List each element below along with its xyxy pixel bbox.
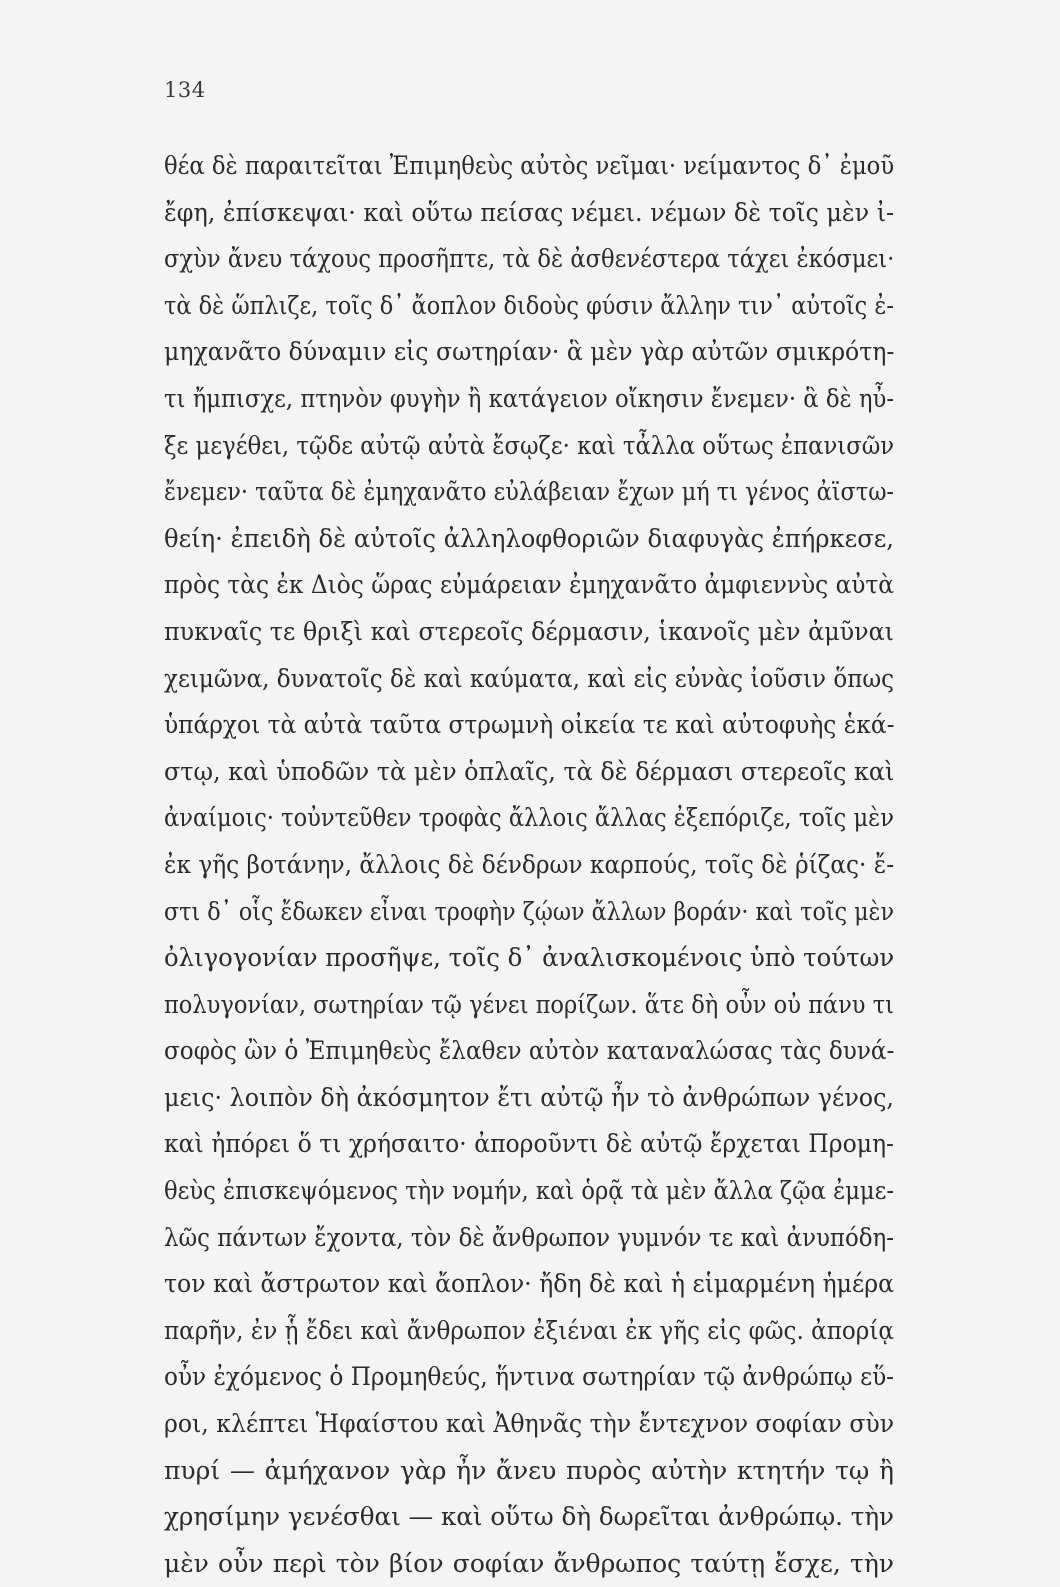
text-line: θέα δὲ παραιτεῖται Ἐπιμηθεὺς αὐτὸς νεῖμαι· νείμαντος δ᾽ ἐμοῦ — [164, 151, 895, 180]
text-line: χρησίμην γενέσθαι — καὶ οὕτω δὴ δωρεῖται ἀνθρώπῳ. τὴν — [164, 1502, 894, 1532]
text-line: ἀναίμοις· τοὐντεῦθεν τροφὰς ἄλλοις ἄλλας ἐξεπόριζε, τοῖς μὲν — [164, 803, 894, 833]
text-line: ροι, κλέπτει Ἡφαίστου καὶ Ἀθηνᾶς τὴν ἔντεχνον σοφίαν σὺν — [164, 1409, 895, 1439]
text-line: ἔφη, ἐπίσκεψαι· καὶ οὕτω πείσας νέμει. νέμων δὲ τοῖς μὲν ἰ- — [164, 197, 895, 227]
text-line: καὶ ἠπόρει ὅ τι χρήσαιτο· ἀποροῦντι δὲ αὐτῷ ἔρχεται Προμη- — [164, 1129, 894, 1159]
text-line: ἔνεμεν· ταῦτα δὲ ἐμηχανᾶτο εὐλάβειαν ἔχων μή τι γένος ἀϊστω- — [164, 477, 894, 507]
text-line: πυκναῖς τε θριξὶ καὶ στερεοῖς δέρμασιν, ἱκανοῖς μὲν ἀμῦναι — [164, 616, 894, 646]
text-line: ἐκ γῆς βοτάνην, ἄλλοις δὲ δένδρων καρπούς, τοῖς δὲ ῥίζας· ἔ- — [164, 849, 895, 879]
text-line: στι δ᾽ οἷς ἔδωκεν εἶναι τροφὴν ζῴων ἄλλων βοράν· καὶ τοῖς μὲν — [164, 896, 894, 926]
text-line: χειμῶνα, δυνατοῖς δὲ καὶ καύματα, καὶ εἰς εὐνὰς ἰοῦσιν ὅπως — [164, 663, 894, 693]
text-line: οὖν ἐχόμενος ὁ Προμηθεύς, ἥντινα σωτηρίαν τῷ ἀνθρώπῳ εὕ- — [164, 1362, 894, 1392]
text-line: τὰ δὲ ὥπλιζε, τοῖς δ᾽ ἄοπλον διδοὺς φύσιν ἄλλην τιν᾽ αὐτοῖς ἐ- — [164, 290, 894, 320]
text-line: στῳ, καὶ ὑποδῶν τὰ μὲν ὁπλαῖς, τὰ δὲ δέρμασι στερεοῖς καὶ — [164, 756, 895, 786]
text-line: ὑπάρχοι τὰ αὐτὰ ταῦτα στρωμνὴ οἰκεία τε καὶ αὐτοφυὴς ἑκά- — [164, 710, 895, 740]
text-line: μηχανᾶτο δύναμιν εἰς σωτηρίαν· ἃ μὲν γὰρ αὐτῶν σμικρότη- — [164, 337, 895, 367]
text-line: λῶς πάντων ἔχοντα, τὸν δὲ ἄνθρωπον γυμνόν τε καὶ ἀνυπόδη- — [164, 1222, 894, 1252]
text-line: ὀλιγογονίαν προσῆψε, τοῖς δ᾽ ἀναλισκομένοις ὑπὸ τούτων — [164, 943, 895, 973]
text-line: ξε μεγέθει, τῷδε αὐτῷ αὐτὰ ἔσῳζε· καὶ τἆλλα οὕτως ἐπανισῶν — [164, 430, 895, 460]
greek-text-body — [164, 143, 894, 1587]
text-line: θείη· ἐπειδὴ δὲ αὐτοῖς ἀλληλοφθοριῶν διαφυγὰς ἐπήρκεσε, — [164, 523, 894, 553]
text-line: παρῆν, ἐν ᾗ ἔδει καὶ ἄνθρωπον ἐξιέναι ἐκ γῆς εἰς φῶς. ἀπορίᾳ — [164, 1315, 894, 1345]
text-line: πολυγονίαν, σωτηρίαν τῷ γένει πορίζων. ἅτε δὴ οὖν οὐ πάνυ τι — [164, 989, 894, 1019]
text-line: μεις· λοιπὸν δὴ ἀκόσμητον ἔτι αὐτῷ ἦν τὸ ἀνθρώπων γένος, — [164, 1082, 894, 1112]
text-line: μὲν οὖν περὶ τὸν βίον σοφίαν ἄνθρωπος ταύτῃ ἔσχε, τὴν — [164, 1548, 894, 1578]
text-line: θεὺς ἐπισκεψόμενος τὴν νομήν, καὶ ὁρᾷ τὰ μὲν ἄλλα ζῷα ἐμμε- — [164, 1176, 894, 1206]
text-line: τι ἤμπισχε, πτηνὸν φυγὴν ἢ κατάγειον οἴκησιν ἔνεμεν· ἃ δὲ ηὖ- — [164, 383, 894, 413]
page-number: 134 — [164, 78, 206, 102]
text-line: τον καὶ ἄστρωτον καὶ ἄοπλον· ἤδη δὲ καὶ ἡ εἱμαρμένη ἡμέρα — [164, 1269, 894, 1299]
text-line: πυρί — ἀμήχανον γὰρ ἦν ἄνευ πυρὸς αὐτὴν κτητήν τῳ ἢ — [164, 1455, 894, 1485]
text-line: σοφὸς ὢν ὁ Ἐπιμηθεὺς ἔλαθεν αὐτὸν καταναλώσας τὰς δυνά- — [164, 1036, 895, 1066]
text-line: πρὸς τὰς ἐκ Διὸς ὥρας εὐμάρειαν ἐμηχανᾶτο ἀμφιεννὺς αὐτὰ — [164, 570, 894, 600]
text-line: σχὺν ἄνευ τάχους προσῆπτε, τὰ δὲ ἀσθενέστερα τάχει ἐκόσμει· — [164, 244, 895, 274]
